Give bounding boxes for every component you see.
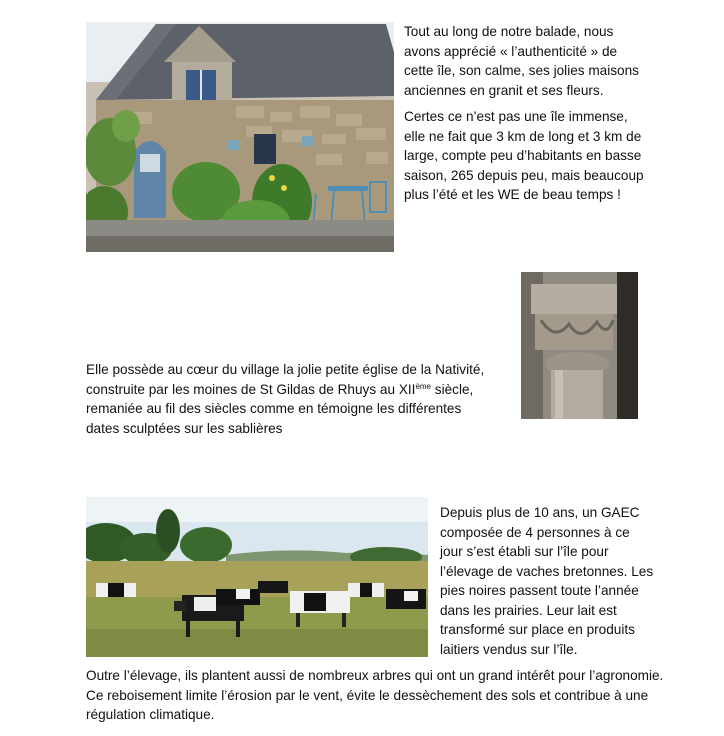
- farm-paragraph: Depuis plus de 10 ans, un GAEC composée de 4 personnes à ce jour s’est établi sur l’île pour l’élevage de vaches bretonnes. Les pies noires passent toute l’année dans les prairies. Leur lait est transformé sur place en produits laitiers vendus sur l’île.: [440, 505, 654, 657]
- intro-paragraph: Tout au long de notre balade, nous avons apprécié « l’authenticité » de cette île, son calme, ses jolies maisons anciennes en granit et ses fleurs.: [404, 24, 639, 98]
- island-size-paragraph: Certes ce n’est pas une île immense, elle ne fait que 3 km de long et 3 km de large, compte peu d’habitants en basse saison, 265 depuis peu, mais beaucoup plus l’été et les WE de beau temps !: [404, 109, 644, 202]
- church-paragraph: [86, 360, 496, 438]
- reforestation-paragraph: Outre l’élevage, ils plantent aussi de nombreux arbres qui ont un grand intérêt pour l’agronomie. Ce reboisement limite l’érosion par le vent, évite le dessèchement des sols et contribue à une régulation climatique.: [86, 668, 664, 722]
- cows-meadow-photo: [86, 497, 428, 657]
- church-paragraph-text-a: Elle possède au cœur du village la jolie petite église de la Nativité, construite par les moines de St Gildas de Rhuys au XII: [86, 362, 485, 397]
- century-superscript: ème: [415, 381, 431, 391]
- granite-house-photo: [86, 22, 394, 252]
- church-paragraph-text-b: siècle, remaniée au fil des siècles comme en témoigne les différentes dates sculptées sur les sablières: [86, 381, 474, 436]
- stone-capital-photo: [521, 272, 638, 419]
